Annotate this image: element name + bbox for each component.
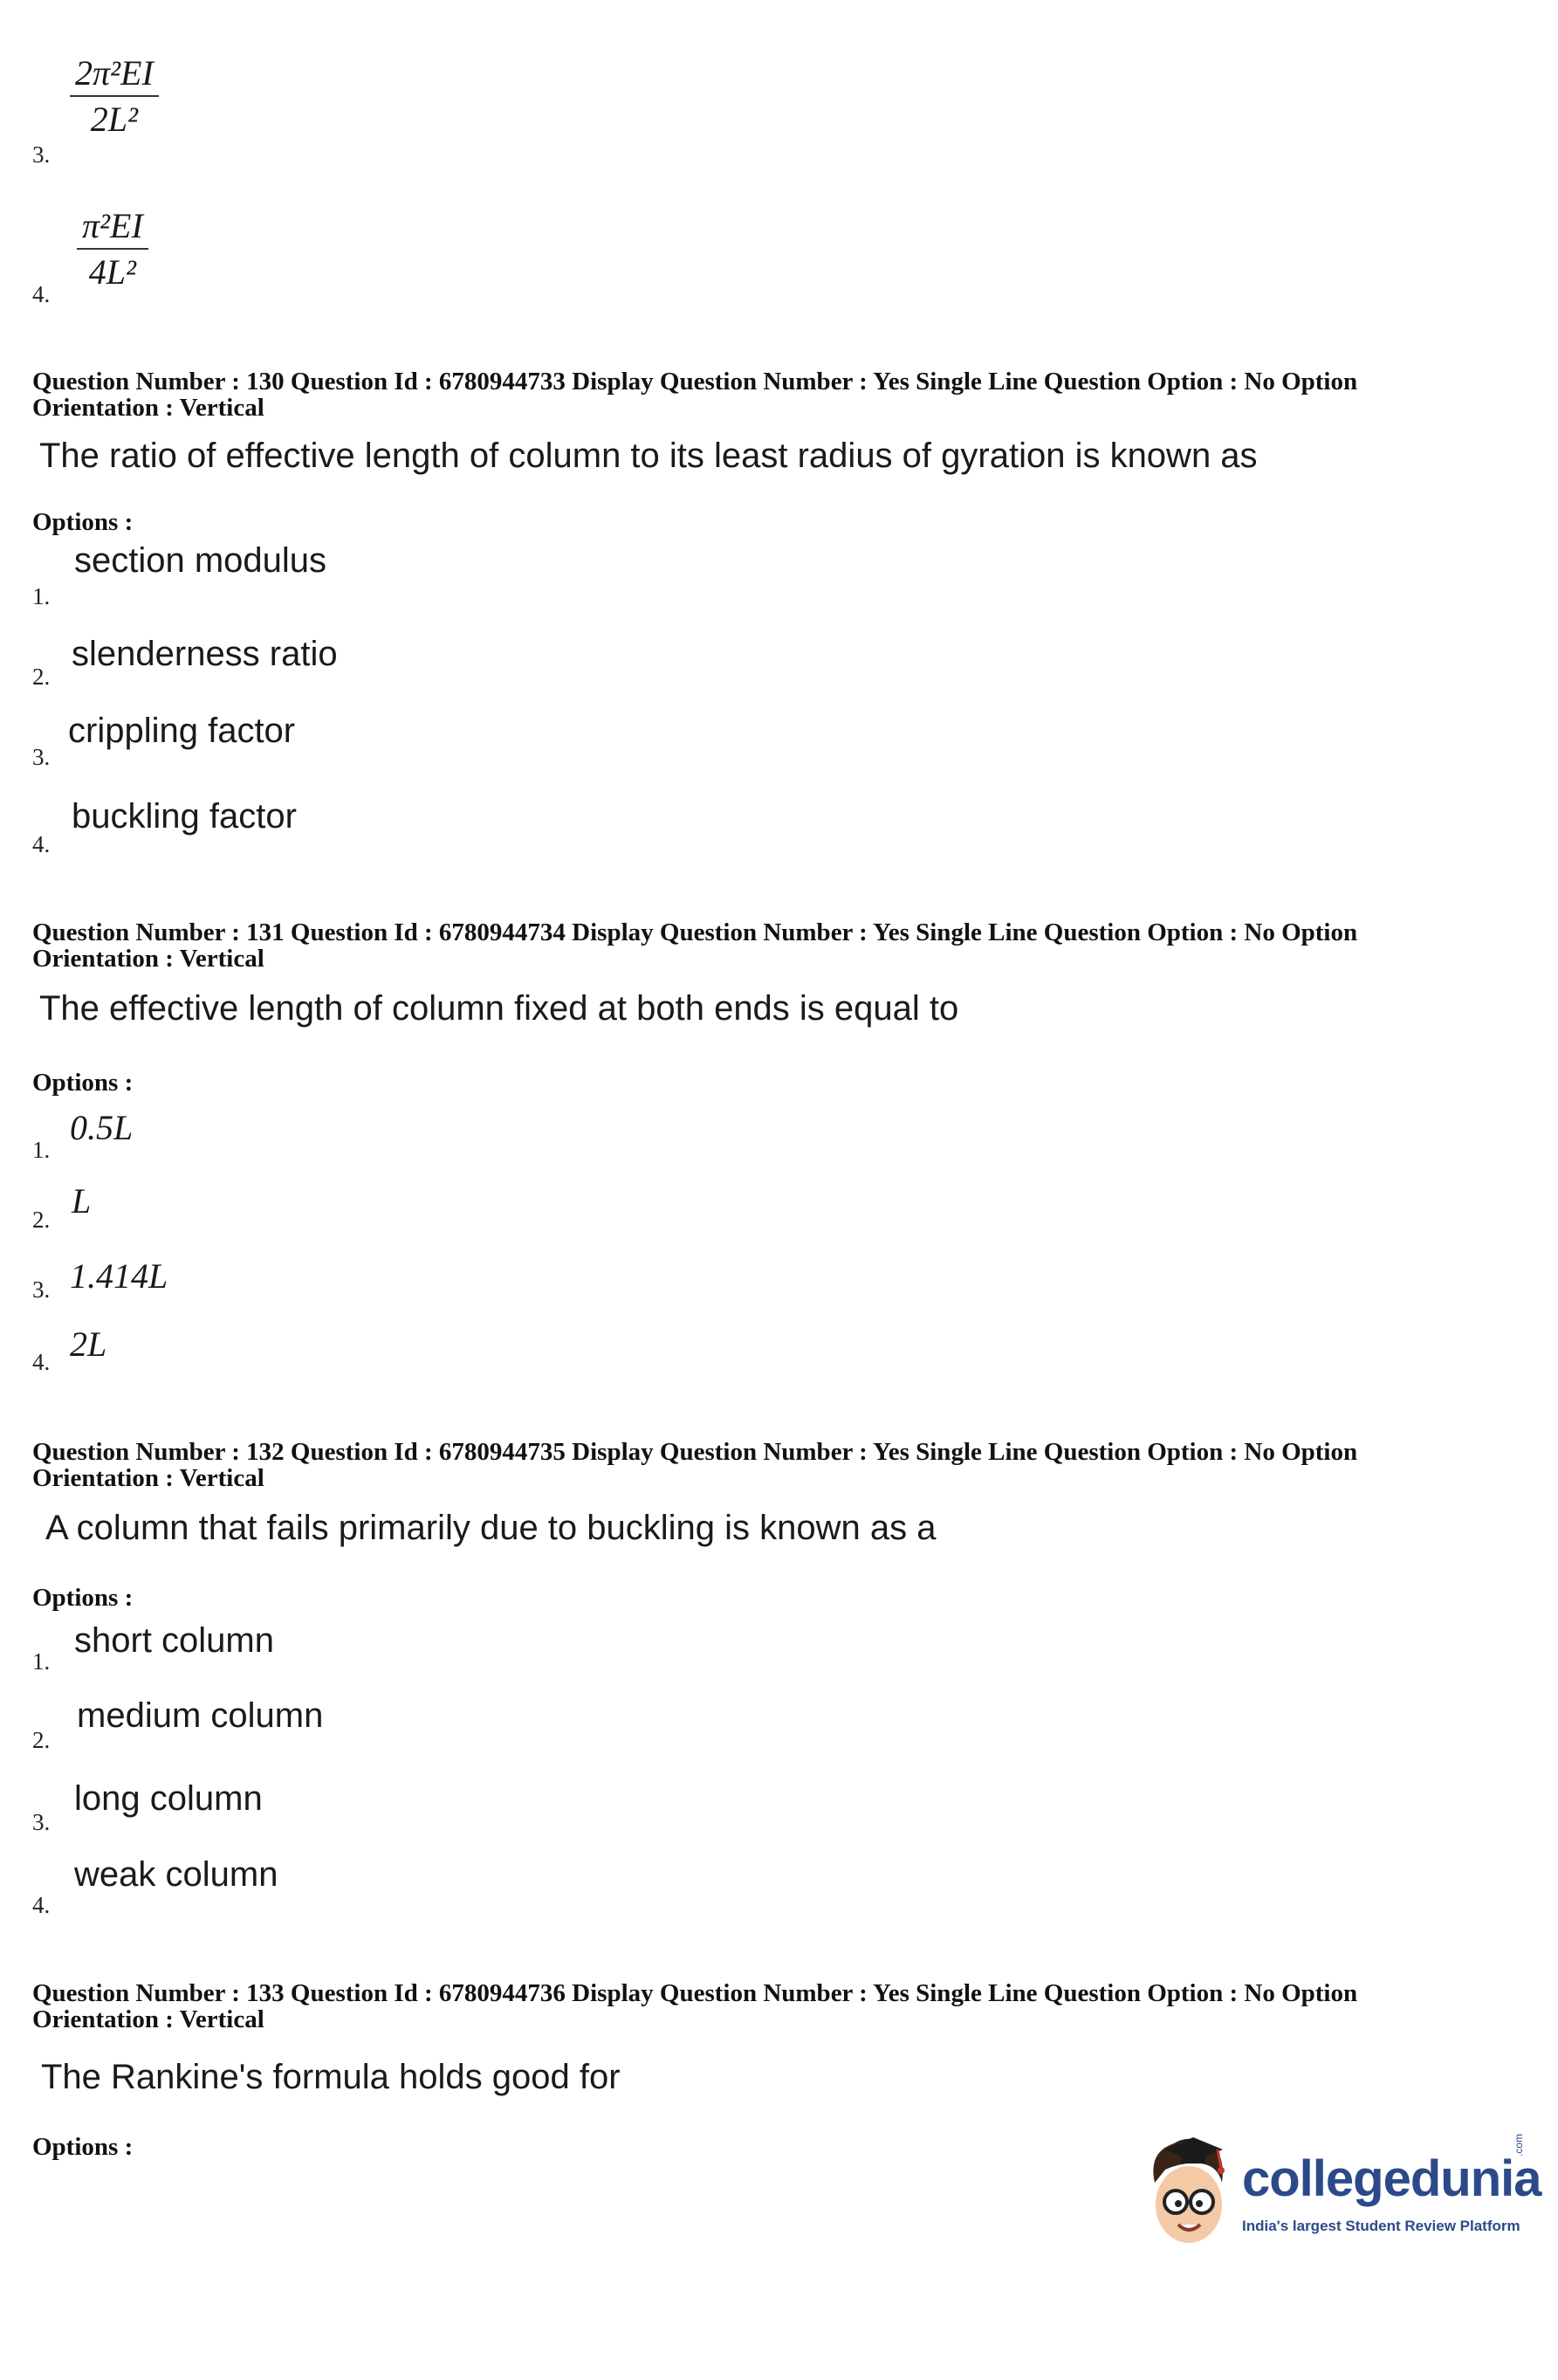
meta-line: Question Number : 132 Question Id : 6780944735 Display Question Number : Yes Single Line Question Option : No Option [32, 1438, 1358, 1466]
option-number: 3. [32, 1276, 51, 1303]
collegedunia-logo [1139, 2130, 1541, 2261]
meta-line: Orientation : Vertical [32, 394, 264, 422]
question-text: A column that fails primarily due to buckling is known as a [45, 1509, 937, 1547]
option-number: 3. [32, 744, 51, 770]
option-text: medium column [77, 1696, 324, 1735]
options-label: Options : [32, 2133, 134, 2161]
option-text: L [72, 1181, 92, 1221]
option-text: 1.414L [70, 1256, 168, 1296]
fraction [70, 52, 159, 140]
question-text: The effective length of column fixed at both ends is equal to [39, 989, 959, 1028]
option-number: 4. [32, 281, 51, 307]
question-text: The ratio of effective length of column to its least radius of gyration is known as [39, 437, 1258, 475]
mascot-icon [1139, 2130, 1235, 2261]
meta-line: Orientation : Vertical [32, 2005, 264, 2033]
option-number: 1. [32, 583, 51, 609]
option-number: 1. [32, 1137, 51, 1163]
question-meta [32, 368, 1357, 421]
option-text: short column [74, 1621, 274, 1660]
meta-line: Orientation : Vertical [32, 1464, 264, 1492]
question-text: The Rankine's formula holds good for [41, 2058, 621, 2096]
logo-wordmark: collegedunia [1242, 2150, 1541, 2207]
option-text: long column [74, 1779, 263, 1818]
meta-line: Question Number : 133 Question Id : 6780944736 Display Question Number : Yes Single Line Question Option : No Option [32, 1979, 1358, 2007]
question-meta [32, 1439, 1357, 1491]
option-text: section modulus [74, 541, 327, 580]
option-number: 2. [32, 1207, 51, 1233]
option-text: 0.5L [70, 1108, 134, 1147]
option-text: weak column [74, 1855, 278, 1894]
meta-line: Question Number : 130 Question Id : 6780944733 Display Question Number : Yes Single Line Question Option : No Option [32, 368, 1358, 396]
option-number: 3. [32, 141, 51, 168]
option-text: 2L [70, 1324, 107, 1364]
question-meta [32, 1980, 1357, 2033]
option-text: buckling factor [72, 797, 297, 836]
option-number: 4. [32, 831, 51, 857]
options-label: Options : [32, 508, 134, 536]
meta-line: Orientation : Vertical [32, 945, 264, 973]
option-number: 4. [32, 1892, 51, 1918]
fraction [77, 205, 148, 292]
denominator: 2L² [90, 100, 139, 139]
option-number: 3. [32, 1809, 51, 1835]
option-number: 4. [32, 1349, 51, 1375]
meta-line: Question Number : 131 Question Id : 6780944734 Display Question Number : Yes Single Line Question Option : No Option [32, 918, 1358, 946]
option-number: 1. [32, 1648, 51, 1675]
numerator: 2π²EI [75, 53, 154, 93]
option-text: slenderness ratio [72, 635, 338, 673]
options-label: Options : [32, 1584, 134, 1612]
logo-tagline: India's largest Student Review Platform [1242, 2218, 1520, 2234]
options-label: Options : [32, 1069, 134, 1097]
option-number: 2. [32, 664, 51, 690]
logo-suffix: .com [1513, 2133, 1525, 2156]
option-number: 2. [32, 1727, 51, 1753]
question-meta [32, 919, 1357, 972]
option-frac-3 [70, 52, 159, 140]
option-frac-4 [77, 205, 148, 292]
option-text: crippling factor [68, 712, 296, 750]
denominator: 4L² [88, 252, 137, 292]
numerator: π²EI [82, 206, 143, 245]
